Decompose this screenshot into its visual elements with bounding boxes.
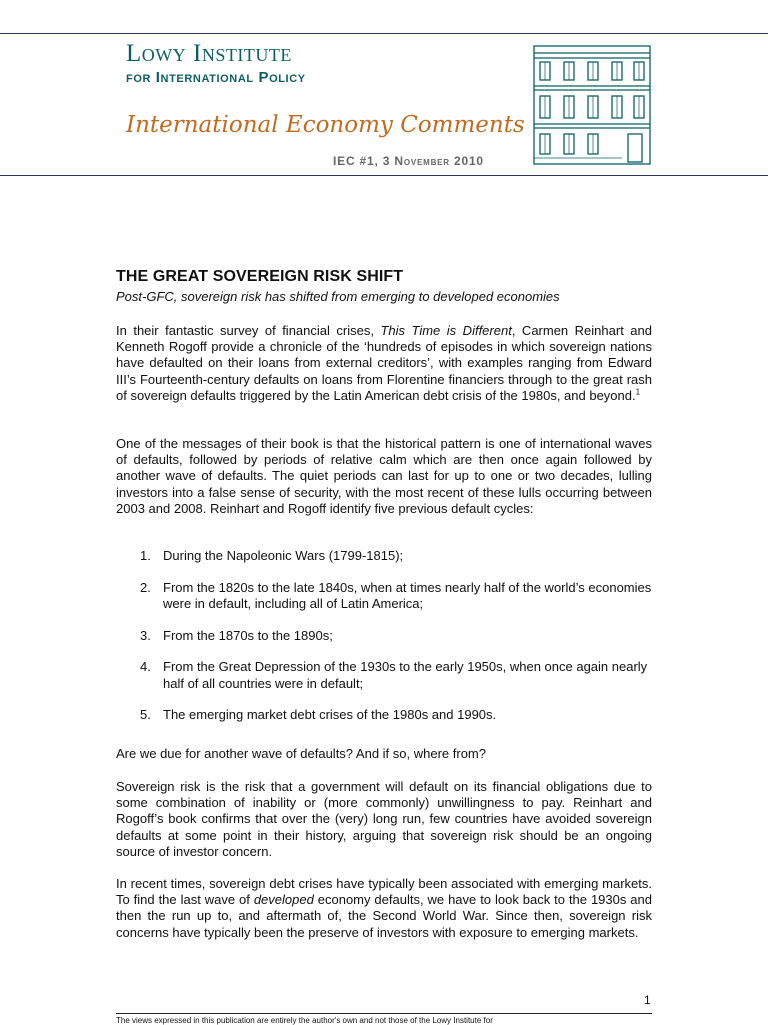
- book-title: This Time is Different: [380, 323, 512, 338]
- list-item: [116, 628, 652, 644]
- paragraph-3: Are we due for another wave of defaults? And if so, where from?: [116, 746, 486, 761]
- list-item-text: During the Napoleonic Wars (1799-1815);: [163, 548, 404, 563]
- org-name: Lowy Institute: [126, 40, 292, 67]
- list-item-text: From the Great Depression of the 1930s to the early 1950s, when once again nearly half of all countries were in default;: [163, 659, 648, 691]
- footnote-ref: 1: [635, 387, 641, 397]
- list-item: [116, 580, 652, 612]
- list-item: [116, 707, 652, 723]
- emphasis-developed: developed: [253, 892, 314, 908]
- page-number: 1: [644, 993, 651, 1007]
- list-item-number: 4.: [140, 659, 151, 675]
- list-item-text: The emerging market debt crises of the 1980s and 1990s.: [163, 707, 497, 723]
- list-item-number: 3.: [140, 627, 151, 643]
- list-item-text: From the 1820s to the late 1840s, when at times nearly half of the world’s economies were in default, including all of Latin America;: [163, 579, 652, 611]
- paragraph-5-text-b: economy defaults, we have to look back to the 1930s and then the run up to, and aftermath of, the Second World War. Since then, sovereign risk concerns have typically been the preserve of investors with exposure to emerging markets.: [116, 892, 652, 940]
- list-item-text: From the 1870s to the 1890s;: [163, 627, 333, 643]
- org-subtitle: for International Policy: [126, 69, 306, 86]
- list-item-number: 5.: [140, 707, 151, 723]
- article-title: THE GREAT SOVEREIGN RISK SHIFT: [116, 268, 404, 285]
- series-title: International Economy Comments: [126, 112, 525, 138]
- paragraph-5: [116, 876, 652, 941]
- footnote-rule: [116, 1013, 652, 1014]
- list-item: [116, 548, 652, 564]
- institute-building-icon: [530, 42, 654, 168]
- list-item: [116, 659, 652, 691]
- paragraph-1-text-a: In their fantastic survey of financial crises,: [116, 323, 381, 338]
- paragraph-2: One of the messages of their book is that the historical pattern is one of international waves of defaults, followed by periods of relative calm which are then once again followed by another wave of defaults. The quiet periods can last for up to one or two decades, lulling investors into a false sense of security, with the most recent of these lulls occurring between 2003 and 2008. Reinhart and Rogoff identify five previous default cycles:: [116, 436, 652, 516]
- default-cycles-list: [116, 548, 652, 739]
- header-bottom-rule: [0, 175, 768, 176]
- article-subtitle: Post-GFC, sovereign risk has shifted from emerging to developed economies: [116, 289, 560, 304]
- paragraph-4: Sovereign risk is the risk that a government will default on its financial obligations due to some combination of inability or (more commonly) unwillingness to pay. Reinhart and Rogoff’s book confirms that over the (very) long run, few countries have avoided sovereign defaults at some point in their history, arguing that sovereign risk should be an ongoing source of investor concern.: [116, 779, 652, 859]
- paragraph-5-text-a: In recent times, sovereign debt crises have typically been associated with emerging markets. To find the last wave of: [116, 876, 652, 908]
- footnote-text: The views expressed in this publication are entirely the author's own and not those of the Lowy Institute for: [116, 1016, 493, 1025]
- issue-info: IEC #1, 3 November 2010: [333, 154, 484, 168]
- list-item-number: 1.: [140, 548, 151, 563]
- header-top-rule: [0, 33, 768, 34]
- paragraph-1: [116, 323, 652, 404]
- list-item-number: 2.: [140, 579, 151, 595]
- paragraph-1-text-b: , Carmen Reinhart and Kenneth Rogoff provide a chronicle of the ‘hundreds of episodes in which sovereign nations have defaulted on their loans from external creditors’, with examples ranging from Edward III’s Fourteenth-century defaults on loans from Florentine financiers through to the great rash of sovereign defaults triggered by the Latin American debt crisis of the 1980s, and beyond.: [116, 323, 652, 403]
